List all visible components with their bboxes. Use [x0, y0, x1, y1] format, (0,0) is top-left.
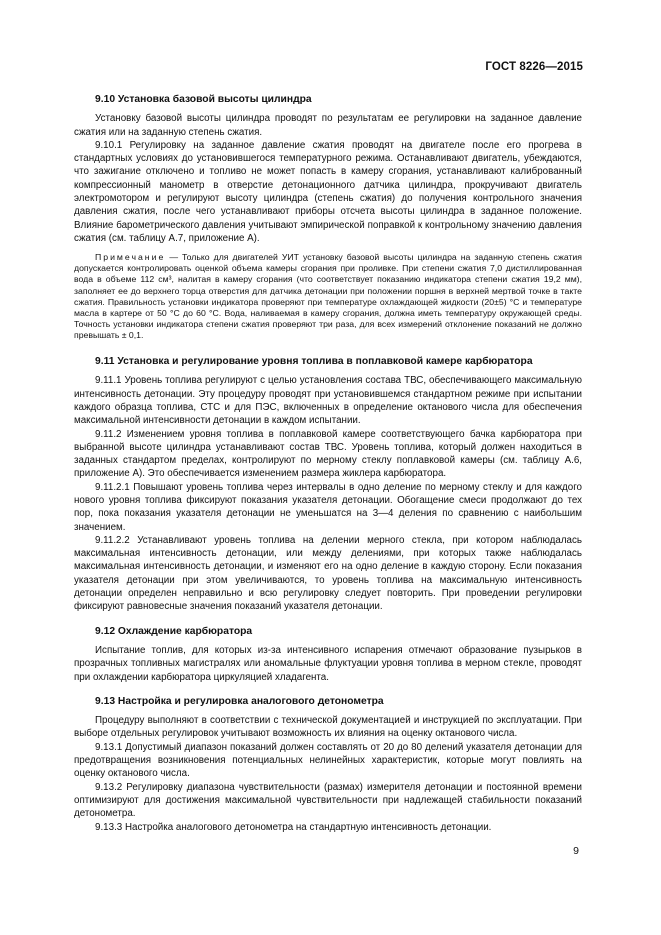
section-heading-9-11: 9.11 Установка и регулирование уровня топлива в поплавковой камере карбюратора [95, 356, 533, 368]
paragraph: Испытание топлив, для которых из-за интенсивного испарения отмечают образование пузырьков в прозрачных топливных магистралях или аномальные флуктуации уровня топлива в мерном стекле, проводят при охлаждении карбюратора циркуляцией хладагента. [74, 644, 582, 683]
note-label: Примечание [95, 252, 166, 263]
paragraph: Установку базовой высоты цилиндра проводят по результатам ее регулировки на заданное давление сжатия или на заданную степень сжатия. [74, 113, 582, 138]
section-heading-9-10: 9.10 Установка базовой высоты цилиндра [95, 94, 312, 105]
paragraph: 9.11.2.1 Повышают уровень топлива через интервалы в одно деление по мерному стеклу и для каждого нового уровня топлива фиксируют показания указателя детонации. Обогащение смеси продолжают до тех пор, пока показания указателя детонации не уменьшатся на 3—4 деления по сравнению с наибольшим значением. [74, 481, 582, 533]
paragraph: 9.11.2.2 Устанавливают уровень топлива на делении мерного стекла, при котором наблюдалась максимальная интенсивность детонации, или между делениями, при которых также наблюдалась максимальная интенсивность детонации, и изменяют его на одно деление в каждую сторону. Если показания указателя детонации при этом увеличиваются, то уровень топлива на максимальную интенсивность детонации определен неправильно и всю регулировку следует повторить. При проведении регулировки фиксируют равновесные значения показаний указателя детонации. [74, 534, 582, 613]
paragraph: 9.13.2 Регулировку диапазона чувствительности (размах) измерителя детонации и постоянной времени оптимизируют для достижения максимальной чувствительности при надлежащей стабильности показаний детонометра. [74, 781, 582, 820]
paragraph: 9.11.2 Изменением уровня топлива в поплавковой камере соответствующего бачка карбюратора при выбранной высоте цилиндра устанавливают состав ТВС. Уровень топлива, который должен находиться в заданных стандартом пределах, контролируют по мерному стеклу поплавковой камеры (см. таблицу А.6, приложение А). Это обеспечивается изменением размера жиклера карбюратора. [74, 428, 582, 480]
note-block [74, 252, 582, 341]
page-number: 9 [573, 845, 579, 857]
document-body [74, 93, 582, 834]
paragraph: 9.11.1 Уровень топлива регулируют с целью установления состава ТВС, обеспечивающего максимальную интенсивность детонации. Эту процедуру проводят при установившемся стандартном режиме при испытании каждого образца топлива, СТС и для ПЭС, включенных в определение октанового числа для обеспечения максимальной интенсивности детонации в каждом испытании. [74, 375, 582, 427]
note-text: — Только для двигателей УИТ установку базовой высоты цилиндра на заданную степень сжатия допускается контролировать оценкой объема камеры сгорания при проливке. При степени сжатия 7,0 дистиллированная вода в объеме 112 см³, налитая в камеру сгорания (что соответствует показанию индикатора степени сжатия 19,2 мм), заполняет ее до верхнего торца отверстия для датчика детонации при положении поршня в верхней мертвой точке в такте сжатия. Правильность установки индикатора проверяют при температуре охлаждающей жидкости (20±5) °С и температуре масла в картере от 50 °С до 60 °С. Вода, наливаемая в камеру сгорания, должна иметь температуру окружающей среды. Точность установки индикатора степени сжатия проверяют три раза, для всех измерений отклонение показаний не должно превышать ± 0,1. [74, 252, 582, 340]
document-header: ГОСТ 8226—2015 [485, 61, 583, 73]
paragraph: 9.13.3 Настройка аналогового детонометра на стандартную интенсивность детонации. [95, 821, 492, 833]
paragraph: Процедуру выполняют в соответствии с технической документацией и инструкцией по эксплуатации. При выборе отдельных регулировок учитывают возможность их влияния на оценку октанового числа. [74, 715, 582, 740]
paragraph: 9.13.1 Допустимый диапазон показаний должен составлять от 20 до 80 делений указателя детонации для предотвращения возникновения потенциальных нелинейных характеристик, которые могут повлиять на оценку октанового числа. [74, 741, 582, 780]
paragraph: 9.10.1 Регулировку на заданное давление сжатия проводят на двигателе после его прогрева в стандартных условиях до установившегося температурного режима. Останавливают двигатель, убеждаются, что зажигание отключено и топливо не может попасть в камеру сгорания, устанавливают калиброванный компрессионный манометр в отверстие детонационного датчика цилиндра, прокручивают двигатель электромотором и регулируют высоту цилиндра (степень сжатия) до получения контрольного значения давления сжатия, после чего устанавливают приборы отсчета высоты цилиндра в заданное положение. Влияние барометрического давления учитывают эмпирической поправкой к контрольному значению давления сжатия (см. таблицу А.7, приложение А). [74, 139, 582, 244]
section-heading-9-12: 9.12 Охлаждение карбюратора [95, 625, 253, 637]
section-heading-9-13: 9.13 Настройка и регулировка аналогового детонометра [95, 695, 384, 707]
